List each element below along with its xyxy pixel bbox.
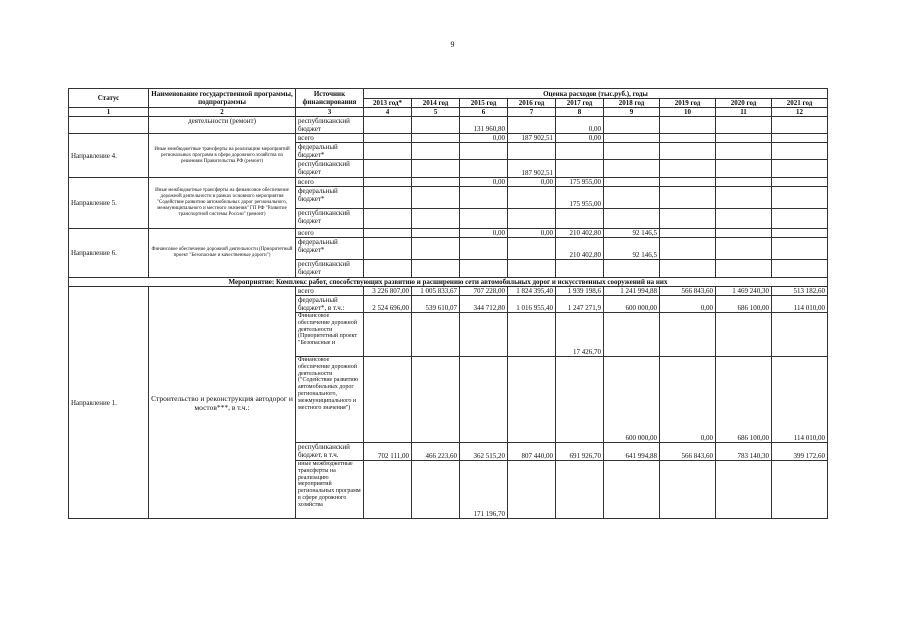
cont-source: республиканский бюджет (296, 117, 364, 134)
value-cell (556, 461, 604, 519)
value-cell (772, 117, 828, 134)
value-cell (460, 313, 508, 357)
value-cell (604, 160, 660, 178)
value-cell: 0,00 (508, 178, 556, 187)
value-cell: 2 524 696,00 (364, 296, 412, 313)
value-cell: 114 010,00 (772, 357, 828, 443)
value-cell (660, 143, 716, 160)
direction-status: Направление 1. (69, 287, 149, 519)
value-cell (412, 357, 460, 443)
value-cell: 600 000,00 (604, 296, 660, 313)
value-cell: 702 111,00 (364, 443, 412, 461)
index-header: 11 (716, 108, 772, 117)
value-cell: 344 712,80 (460, 296, 508, 313)
value-cell (412, 461, 460, 519)
value-cell (508, 143, 556, 160)
value-cell (716, 238, 772, 260)
value-cell (364, 209, 412, 229)
page-number: 9 (450, 40, 455, 49)
value-cell (604, 209, 660, 229)
value-cell (660, 229, 716, 238)
value-cell (772, 134, 828, 143)
value-cell (412, 117, 460, 134)
value-cell (772, 160, 828, 178)
index-header: 7 (508, 108, 556, 117)
value-cell: 1 005 833,67 (412, 287, 460, 296)
value-cell (772, 178, 828, 187)
value-cell (772, 313, 828, 357)
value-cell (716, 160, 772, 178)
value-cell: 0,00 (508, 229, 556, 238)
value-cell: 92 146,5 (604, 229, 660, 238)
section-title: Мероприятие: Комплекс работ, способствующих развитию и расширению сети автомобильных дорог и искусственных сооружений на них (69, 278, 828, 287)
value-cell (772, 209, 828, 229)
value-cell (660, 209, 716, 229)
value-cell: 807 440,00 (508, 443, 556, 461)
source-label: всего (296, 178, 364, 187)
direction-status: Направление 5. (69, 178, 149, 229)
value-cell (364, 238, 412, 260)
value-cell: 641 994,88 (604, 443, 660, 461)
value-cell: 783 140,30 (716, 443, 772, 461)
value-cell (412, 229, 460, 238)
value-cell (508, 461, 556, 519)
value-cell: 1 824 395,40 (508, 287, 556, 296)
value-cell (660, 461, 716, 519)
value-cell (364, 229, 412, 238)
value-cell: 566 843,60 (660, 443, 716, 461)
value-cell (460, 143, 508, 160)
value-cell (508, 117, 556, 134)
value-cell (716, 209, 772, 229)
value-cell: 686 100,00 (716, 296, 772, 313)
value-cell (460, 357, 508, 443)
year-header: 2021 год (772, 99, 828, 108)
value-cell (364, 160, 412, 178)
value-cell: 92 146,5 (604, 238, 660, 260)
value-cell (660, 178, 716, 187)
value-cell (364, 461, 412, 519)
value-cell (604, 461, 660, 519)
source-label: федеральный бюджет* (296, 238, 364, 260)
value-cell (556, 143, 604, 160)
index-row (69, 108, 828, 117)
value-cell (772, 238, 828, 260)
table-row (69, 229, 828, 238)
value-cell (660, 313, 716, 357)
value-cell: 210 402,80 (556, 229, 604, 238)
value-cell (660, 117, 716, 134)
direction-name: Иные межбюджетные трансферты на финансовое обеспечение дорожной деятельности в рамках основного мероприятия "Содействие развитию автомобильных дорог регионального, межмуниципального и местного значения" ГП РФ "Развитие транспортной системы России" (ремонт) (149, 178, 296, 229)
source-label: федеральный бюджет* (296, 187, 364, 209)
value-cell (364, 143, 412, 160)
value-cell (660, 160, 716, 178)
value-cell (772, 229, 828, 238)
table-row (69, 178, 828, 187)
index-header: 6 (460, 108, 508, 117)
value-cell: 171 196,70 (460, 461, 508, 519)
value-cell: 691 926,70 (556, 443, 604, 461)
value-cell: 175 955,00 (556, 187, 604, 209)
value-cell (556, 260, 604, 278)
value-cell: 539 610,07 (412, 296, 460, 313)
value-cell (660, 260, 716, 278)
value-cell (772, 461, 828, 519)
value-cell (604, 134, 660, 143)
index-header: 5 (412, 108, 460, 117)
value-cell (660, 187, 716, 209)
value-cell (660, 238, 716, 260)
source-label: всего (296, 287, 364, 296)
col-status: Статус (69, 89, 149, 108)
value-cell (508, 313, 556, 357)
value-cell (412, 209, 460, 229)
year-header: 2017 год (556, 99, 604, 108)
value-cell: 3 226 807,00 (364, 287, 412, 296)
source-label: всего (296, 134, 364, 143)
index-header: 2 (149, 108, 296, 117)
index-header: 12 (772, 108, 828, 117)
col-name: Наименование государственной программы, подпрограммы (149, 89, 296, 108)
cont-name: деятельности (ремонт) (149, 117, 296, 134)
value-cell (556, 160, 604, 178)
index-header: 3 (296, 108, 364, 117)
value-cell (604, 260, 660, 278)
year-header: 2020 год (716, 99, 772, 108)
index-header: 8 (556, 108, 604, 117)
expense-table (68, 88, 828, 519)
value-cell: 175 955,00 (556, 178, 604, 187)
value-cell: 1 939 198,6 (556, 287, 604, 296)
value-cell (772, 143, 828, 160)
index-header: 4 (364, 108, 412, 117)
source-label: республиканский бюджет (296, 260, 364, 278)
value-cell: 1 016 955,40 (508, 296, 556, 313)
source-label: федеральный бюджет* (296, 143, 364, 160)
value-cell (412, 260, 460, 278)
direction-name: Строительство и реконструкция автодорог и мостов***, в т.ч.: (149, 287, 296, 519)
value-cell (716, 461, 772, 519)
value-cell: 0,00 (556, 117, 604, 134)
value-cell (460, 209, 508, 229)
value-cell (364, 357, 412, 443)
col-estimate: Оценка расходов (тыс.руб.), годы (364, 89, 828, 99)
table-row (69, 287, 828, 296)
value-cell: 0,00 (660, 296, 716, 313)
index-header: 9 (604, 108, 660, 117)
cont-status (69, 117, 149, 134)
value-cell (604, 187, 660, 209)
value-cell: 466 223,60 (412, 443, 460, 461)
source-label: республиканский бюджет, в т.ч. (296, 443, 364, 461)
value-cell (364, 187, 412, 209)
value-cell: 1 247 271,9 (556, 296, 604, 313)
col-source: Источник финансирования (296, 89, 364, 108)
value-cell (364, 117, 412, 134)
value-cell: 187 902,51 (508, 160, 556, 178)
value-cell (412, 143, 460, 160)
value-cell (772, 187, 828, 209)
year-header: 2013 год* (364, 99, 412, 108)
year-header: 2015 год (460, 99, 508, 108)
value-cell: 1 241 994,88 (604, 287, 660, 296)
value-cell: 210 402,80 (556, 238, 604, 260)
value-cell (460, 160, 508, 178)
value-cell (604, 117, 660, 134)
direction-name: Финансовое обеспечение дорожной деятельности (Приоритетный проект "Безопасные и качественные дороги") (149, 229, 296, 278)
value-cell (508, 209, 556, 229)
value-cell (716, 313, 772, 357)
value-cell (556, 209, 604, 229)
source-label: республиканский бюджет (296, 209, 364, 229)
source-label: Финансовое обеспечение дорожной деятельности ("Содействие развитию автомобильных дорог регионального, межмуниципального и местного значения") (296, 357, 364, 443)
year-header: 2018 год (604, 99, 660, 108)
value-cell: 0,00 (460, 134, 508, 143)
value-cell: 114 010,00 (772, 296, 828, 313)
value-cell: 707 228,00 (460, 287, 508, 296)
year-header: 2014 год (412, 99, 460, 108)
value-cell: 0,00 (460, 229, 508, 238)
value-cell (660, 134, 716, 143)
direction-status: Направление 6. (69, 229, 149, 278)
value-cell (508, 260, 556, 278)
year-header: 2016 год (508, 99, 556, 108)
value-cell: 131 960,80 (460, 117, 508, 134)
index-header: 1 (69, 108, 149, 117)
table-row (69, 134, 828, 143)
value-cell: 187 902,51 (508, 134, 556, 143)
value-cell (716, 229, 772, 238)
value-cell (604, 143, 660, 160)
value-cell (364, 260, 412, 278)
value-cell (508, 238, 556, 260)
value-cell (412, 134, 460, 143)
value-cell (716, 260, 772, 278)
index-header: 10 (660, 108, 716, 117)
value-cell (412, 238, 460, 260)
value-cell (364, 313, 412, 357)
value-cell (412, 313, 460, 357)
value-cell: 0,00 (556, 134, 604, 143)
value-cell (604, 178, 660, 187)
value-cell (556, 357, 604, 443)
value-cell (508, 357, 556, 443)
source-label: иные межбюджетные трансферты на реализацию мероприятий региональных программ в сфере дорожного хозяйства (296, 461, 364, 519)
value-cell (772, 260, 828, 278)
value-cell: 0,00 (460, 178, 508, 187)
value-cell: 600 000,00 (604, 357, 660, 443)
direction-name: Иные межбюджетные трансферты на реализацию мероприятий региональных программ в сфере дорожного хозяйства по решениям Правительства РФ (ремонт) (149, 134, 296, 178)
source-label: республиканский бюджет (296, 160, 364, 178)
value-cell: 686 100,00 (716, 357, 772, 443)
value-cell (460, 187, 508, 209)
value-cell: 513 182,60 (772, 287, 828, 296)
value-cell: 17 426,70 (556, 313, 604, 357)
value-cell: 0,00 (660, 357, 716, 443)
value-cell (716, 143, 772, 160)
value-cell (364, 134, 412, 143)
source-label: всего (296, 229, 364, 238)
value-cell (716, 134, 772, 143)
value-cell: 362 515,20 (460, 443, 508, 461)
value-cell (412, 187, 460, 209)
value-cell: 399 172,60 (772, 443, 828, 461)
value-cell (716, 117, 772, 134)
value-cell (364, 178, 412, 187)
value-cell: 566 843,60 (660, 287, 716, 296)
value-cell (460, 260, 508, 278)
source-label: Финансовое обеспечение дорожной деятельности (Приоритетный проект "Безопасные и (296, 313, 364, 357)
source-label: федеральный бюджет*, в т.ч.: (296, 296, 364, 313)
value-cell (412, 160, 460, 178)
value-cell (716, 187, 772, 209)
value-cell (412, 178, 460, 187)
direction-status: Направление 4. (69, 134, 149, 178)
value-cell: 1 469 240,30 (716, 287, 772, 296)
value-cell (604, 313, 660, 357)
value-cell (716, 178, 772, 187)
value-cell (508, 187, 556, 209)
year-header: 2019 год (660, 99, 716, 108)
value-cell (460, 238, 508, 260)
